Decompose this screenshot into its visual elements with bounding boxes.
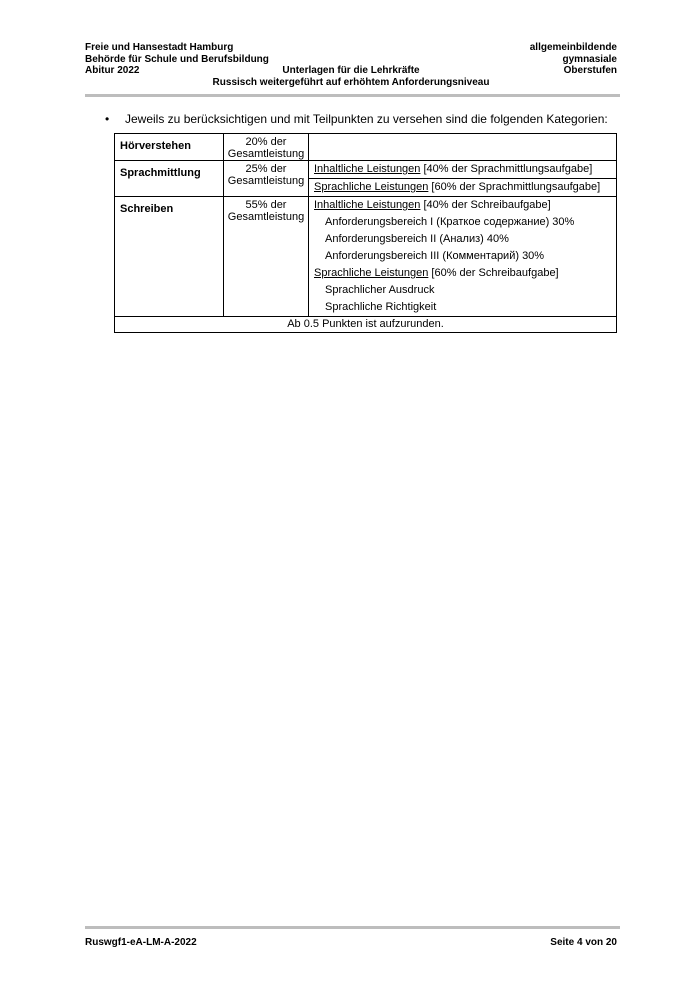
header-divider [85,94,620,97]
share-label: Gesamtleistung [227,175,305,187]
sub-criterion: Sprachlicher Ausdruck [325,284,435,296]
criterion-weight: [60% der Schreibaufgabe] [428,267,559,279]
header-department: Behörde für Schule und Berufsbildung [85,53,269,65]
page-header [85,42,617,88]
table-row [115,161,617,197]
share-label: Gesamtleistung [227,148,305,160]
criterion-weight: [60% der Sprachmittlungsaufgabe] [428,181,601,193]
header-authority: Freie und Hansestadt Hamburg [85,42,234,53]
content-criterion [309,161,616,178]
table-row [115,134,617,161]
details-cell [309,134,617,161]
table-row [115,317,617,333]
language-criterion [309,265,616,282]
details-cell [309,161,617,197]
sub-criterion: Anforderungsbereich II (Анализ) 40% [325,233,509,245]
header-school-type: allgemeinbildende [529,42,617,53]
header-exam: Abitur 2022 [85,65,140,76]
category-cell: Sprachmittlung [115,161,224,197]
language-criterion [309,178,616,196]
sub-criterion: Anforderungsbereich III (Комментарий) 30% [325,250,545,262]
categories-table [114,133,617,333]
share-cell [224,134,309,161]
criterion-title: Inhaltliche Leistungen [314,199,421,211]
page-footer [85,937,617,951]
share-value: 25% der [245,163,287,175]
criterion-title: Sprachliche Leistungen [314,181,429,193]
category-cell: Hörverstehen [115,134,224,161]
sub-criterion: Anforderungsbereich I (Краткое содержание) 30% [325,216,575,228]
intro-bullet [105,112,608,126]
table-row [115,197,617,317]
rounding-note: Ab 0.5 Punkten ist aufzurunden. [115,317,617,333]
sub-criterion: Sprachliche Richtigkeit [325,301,437,313]
criterion-weight: [40% der Schreibaufgabe] [420,199,551,211]
category-cell: Schreiben [115,197,224,317]
intro-text: Jeweils zu berücksichtigen und mit Teilpunkten zu versehen sind die folgenden Kategorien: [125,112,608,126]
footer-divider [85,926,620,929]
document-code: Ruswgf1-eA-LM-A-2022 [85,937,197,948]
share-value: 55% der [245,199,287,211]
bullet-marker: • [105,112,110,126]
header-document-type: Unterlagen für die Lehrkräfte [282,65,420,76]
share-cell [224,161,309,197]
page-number: Seite 4 von 20 [550,937,617,948]
share-value: 20% der [245,136,287,148]
content-criterion [309,197,616,214]
details-cell [309,197,617,317]
header-subject: Russisch weitergeführt auf erhöhtem Anforderungsniveau [212,76,490,88]
criterion-title: Inhaltliche Leistungen [314,163,421,175]
criterion-title: Sprachliche Leistungen [314,267,429,279]
share-label: Gesamtleistung [227,211,305,223]
share-cell [224,197,309,317]
header-school-type-3: Oberstufen [563,65,617,76]
criterion-weight: [40% der Sprachmittlungsaufgabe] [420,163,593,175]
header-school-type-2: gymnasiale [562,53,617,65]
